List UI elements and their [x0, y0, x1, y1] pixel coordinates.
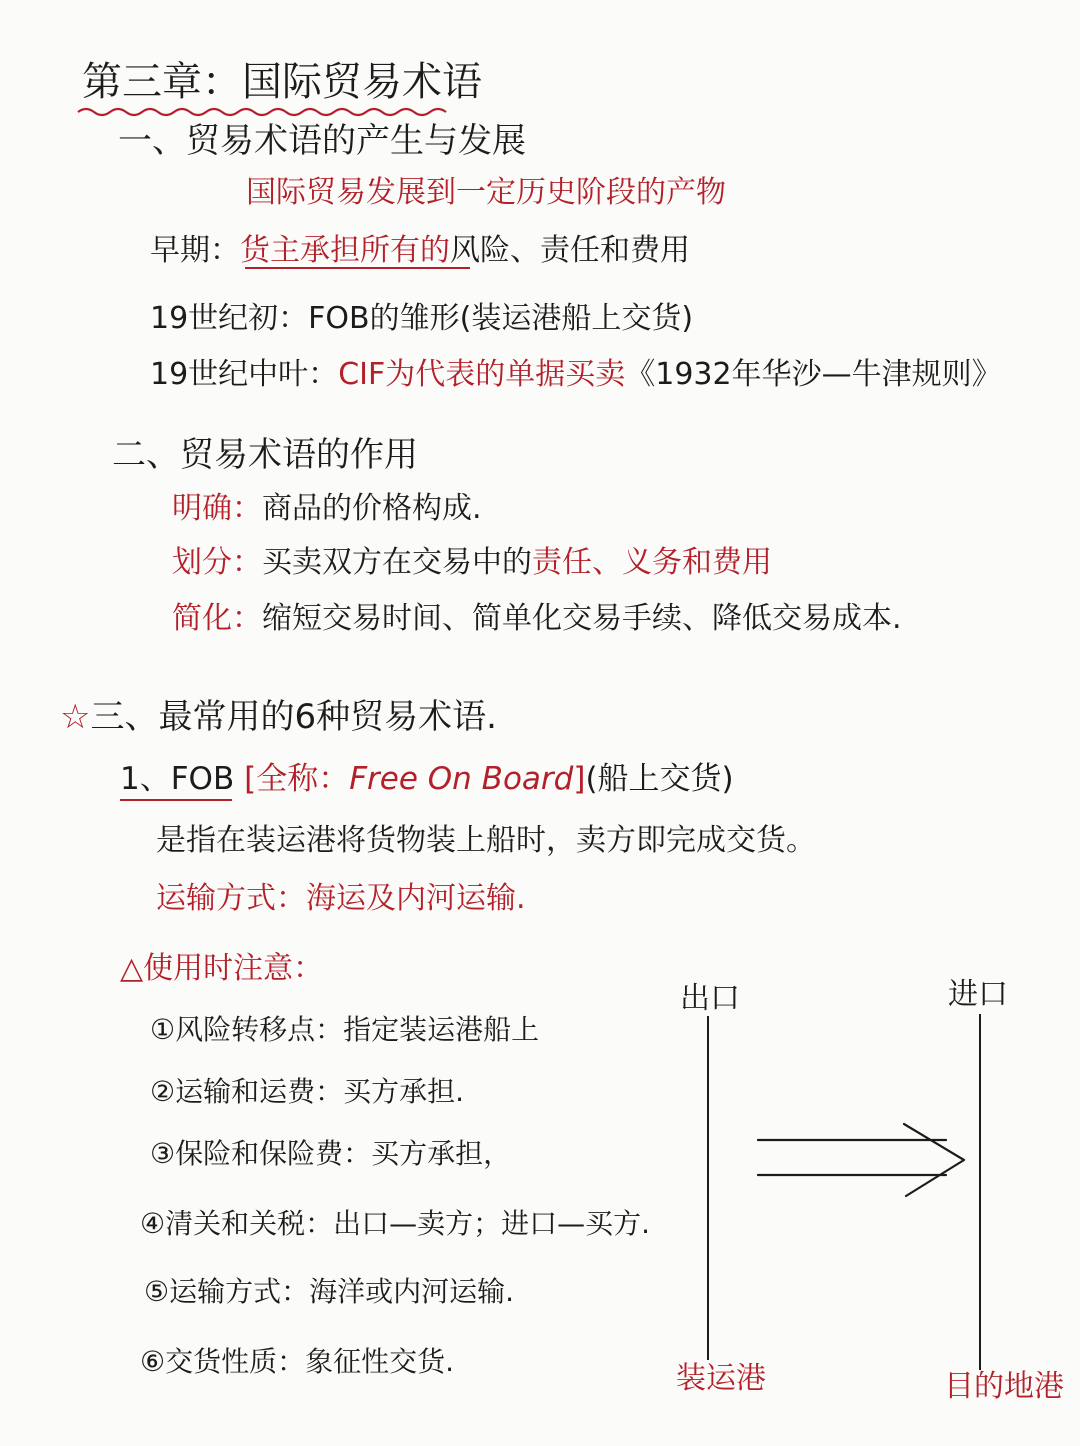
role-item-key: 明确： [172, 491, 262, 526]
early-label: 早期： [150, 233, 240, 268]
role-item-text: 缩短交易时间、简单化交易手续、降低交易成本. [262, 601, 902, 636]
transport-line [156, 881, 526, 916]
fob-full-label: [全称： [244, 761, 350, 797]
early-tail: 风险、责任和费用 [450, 233, 690, 268]
role-item-3 [172, 601, 902, 636]
role-item-key: 划分： [172, 545, 262, 580]
export-label: 出口 [680, 981, 740, 1016]
c19-early-line: 19世纪初：FOB的雏形(装运港船上交货) [150, 301, 694, 336]
c19-mid-line [150, 357, 1002, 392]
note-item: ⑤运输方式：海洋或内河运输. [144, 1275, 515, 1308]
transport-label: 运输方式： [156, 881, 306, 916]
transport-value: 海运及内河运输. [306, 881, 526, 916]
notes-heading: △使用时注意： [120, 951, 324, 986]
role-item-tail: 责任、义务和费用 [532, 545, 772, 580]
fob-heading-line [120, 761, 734, 797]
section3-heading: 三、最常用的6种贸易术语. [90, 697, 497, 737]
role-item-text: 商品的价格构成. [262, 491, 482, 526]
section3-heading-line [60, 697, 497, 737]
role-item-2 [172, 545, 772, 580]
c19-mid-tail: 《1932年华沙—牛津规则》 [625, 357, 1002, 392]
fob-cn-name: (船上交货) [585, 761, 734, 797]
c19-mid-label: 19世纪中叶： [150, 357, 339, 392]
page-title: 第三章：国际贸易术语 [82, 59, 482, 105]
note-item: ②运输和运费：买方承担. [150, 1075, 465, 1108]
section1-subtitle: 国际贸易发展到一定历史阶段的产物 [246, 175, 726, 210]
title-wavy-underline [78, 109, 446, 115]
port-to-label: 目的地港 [944, 1369, 1064, 1404]
fob-number: 1、FOB [120, 761, 235, 797]
role-item-key: 简化： [172, 601, 262, 636]
note-item: ①风险转移点：指定装运港船上 [150, 1013, 540, 1046]
c19-mid-text: CIF为代表的单据买卖 [338, 357, 626, 392]
note-item: ④清关和关税：出口—卖方；进口—买方. [140, 1207, 651, 1240]
port-from-label: 装运港 [676, 1361, 766, 1396]
fob-full-name: Free On Board [349, 761, 574, 797]
section1-heading: 一、贸易术语的产生与发展 [118, 121, 526, 161]
import-label: 进口 [948, 977, 1008, 1012]
fob-definition: 是指在装运港将货物装上船时，卖方即完成交货。 [156, 823, 816, 858]
note-item: ⑥交货性质：象征性交货. [140, 1345, 455, 1378]
note-item: ③保险和保险费：买方承担， [150, 1137, 512, 1170]
star-icon: ☆ [60, 697, 91, 737]
role-item-text: 买卖双方在交易中的 [262, 545, 532, 580]
double-arrow-icon [758, 1124, 964, 1196]
early-line [150, 233, 690, 268]
early-text: 货主承担所有的 [240, 233, 450, 268]
fob-full-close: ] [573, 761, 586, 797]
section2-heading: 二、贸易术语的作用 [112, 435, 418, 475]
role-item-1 [172, 491, 482, 526]
